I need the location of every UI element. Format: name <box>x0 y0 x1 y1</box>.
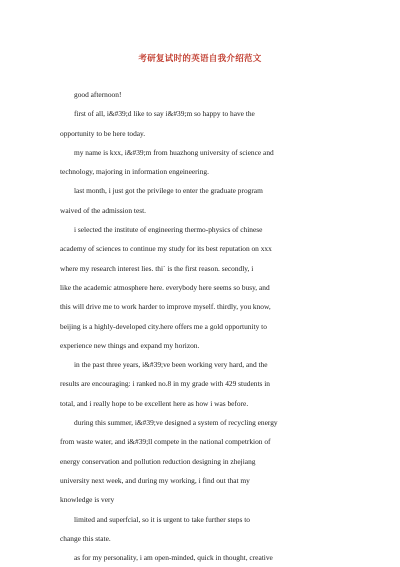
text-line: experience new things and expand my horizon. <box>60 340 200 350</box>
text-line: as for my personality, i am open-minded, quick in thought, creative <box>74 553 273 563</box>
paragraph <box>60 85 360 104</box>
text-line: beijing is a highly-developed city.here offers me a gold opportunity to <box>60 321 267 331</box>
text-line: from waste water, and i&#39;ll compete in the national competrkion of <box>60 437 271 447</box>
text-line: academy of sciences to continue my study for its best reputation on xxx <box>60 244 272 254</box>
text-line: i selected the institute of engineering thermo-physics of chinese <box>74 225 263 235</box>
text-line: change this state. <box>60 533 111 543</box>
text-line: this will drive me to work harder to improve myself. thirdly, you know, <box>60 302 271 312</box>
text-line: in the past three years, i&#39;ve been working very hard, and the <box>74 360 268 370</box>
paragraph <box>60 548 360 567</box>
paragraph <box>60 510 360 549</box>
text-line: last month, i just got the privilege to enter the graduate program <box>74 186 263 196</box>
text-line: during this summer, i&#39;ve designed a system of recycling energy <box>74 418 278 428</box>
paragraph <box>60 413 360 509</box>
text-line: knowledge is very <box>60 495 115 505</box>
text-line: energy conservation and pollution reduction designing in zhejiang <box>60 456 256 466</box>
text-line: technology, majoring in information engeineering. <box>60 167 209 177</box>
text-line: waived of the admission test. <box>60 205 147 215</box>
text-line: first of all, i&#39;d like to say i&#39;m so happy to have the <box>74 109 255 119</box>
document-title: 考研复试时的英语自我介绍范文 <box>138 53 262 63</box>
text-line: university next week, and during my working, i find out that my <box>60 475 250 485</box>
text-line: limited and superfcial, so it is urgent to take further steps to <box>74 514 250 524</box>
paragraph <box>60 220 360 355</box>
text-line: total, and i really hope to be excellent here as how i was before. <box>60 398 249 408</box>
text-line: good afternoon! <box>74 90 122 99</box>
paragraph <box>60 355 360 413</box>
text-line: results are encouraging: i ranked no.8 in my grade with 429 students in <box>60 379 270 389</box>
paragraph <box>60 143 360 182</box>
text-line: like the academic atmosphere here. everybody here seems so busy, and <box>60 282 270 292</box>
text-line: my name is kxx, i&#39;m from huazhong university of science and <box>74 147 274 157</box>
paragraph <box>60 104 360 143</box>
text-line: where my research interest lies. thi` is the first reason. secondly, i <box>60 263 254 273</box>
text-line: opportunity to be here today. <box>60 128 146 138</box>
paragraph <box>60 181 360 220</box>
document-body <box>60 85 360 567</box>
